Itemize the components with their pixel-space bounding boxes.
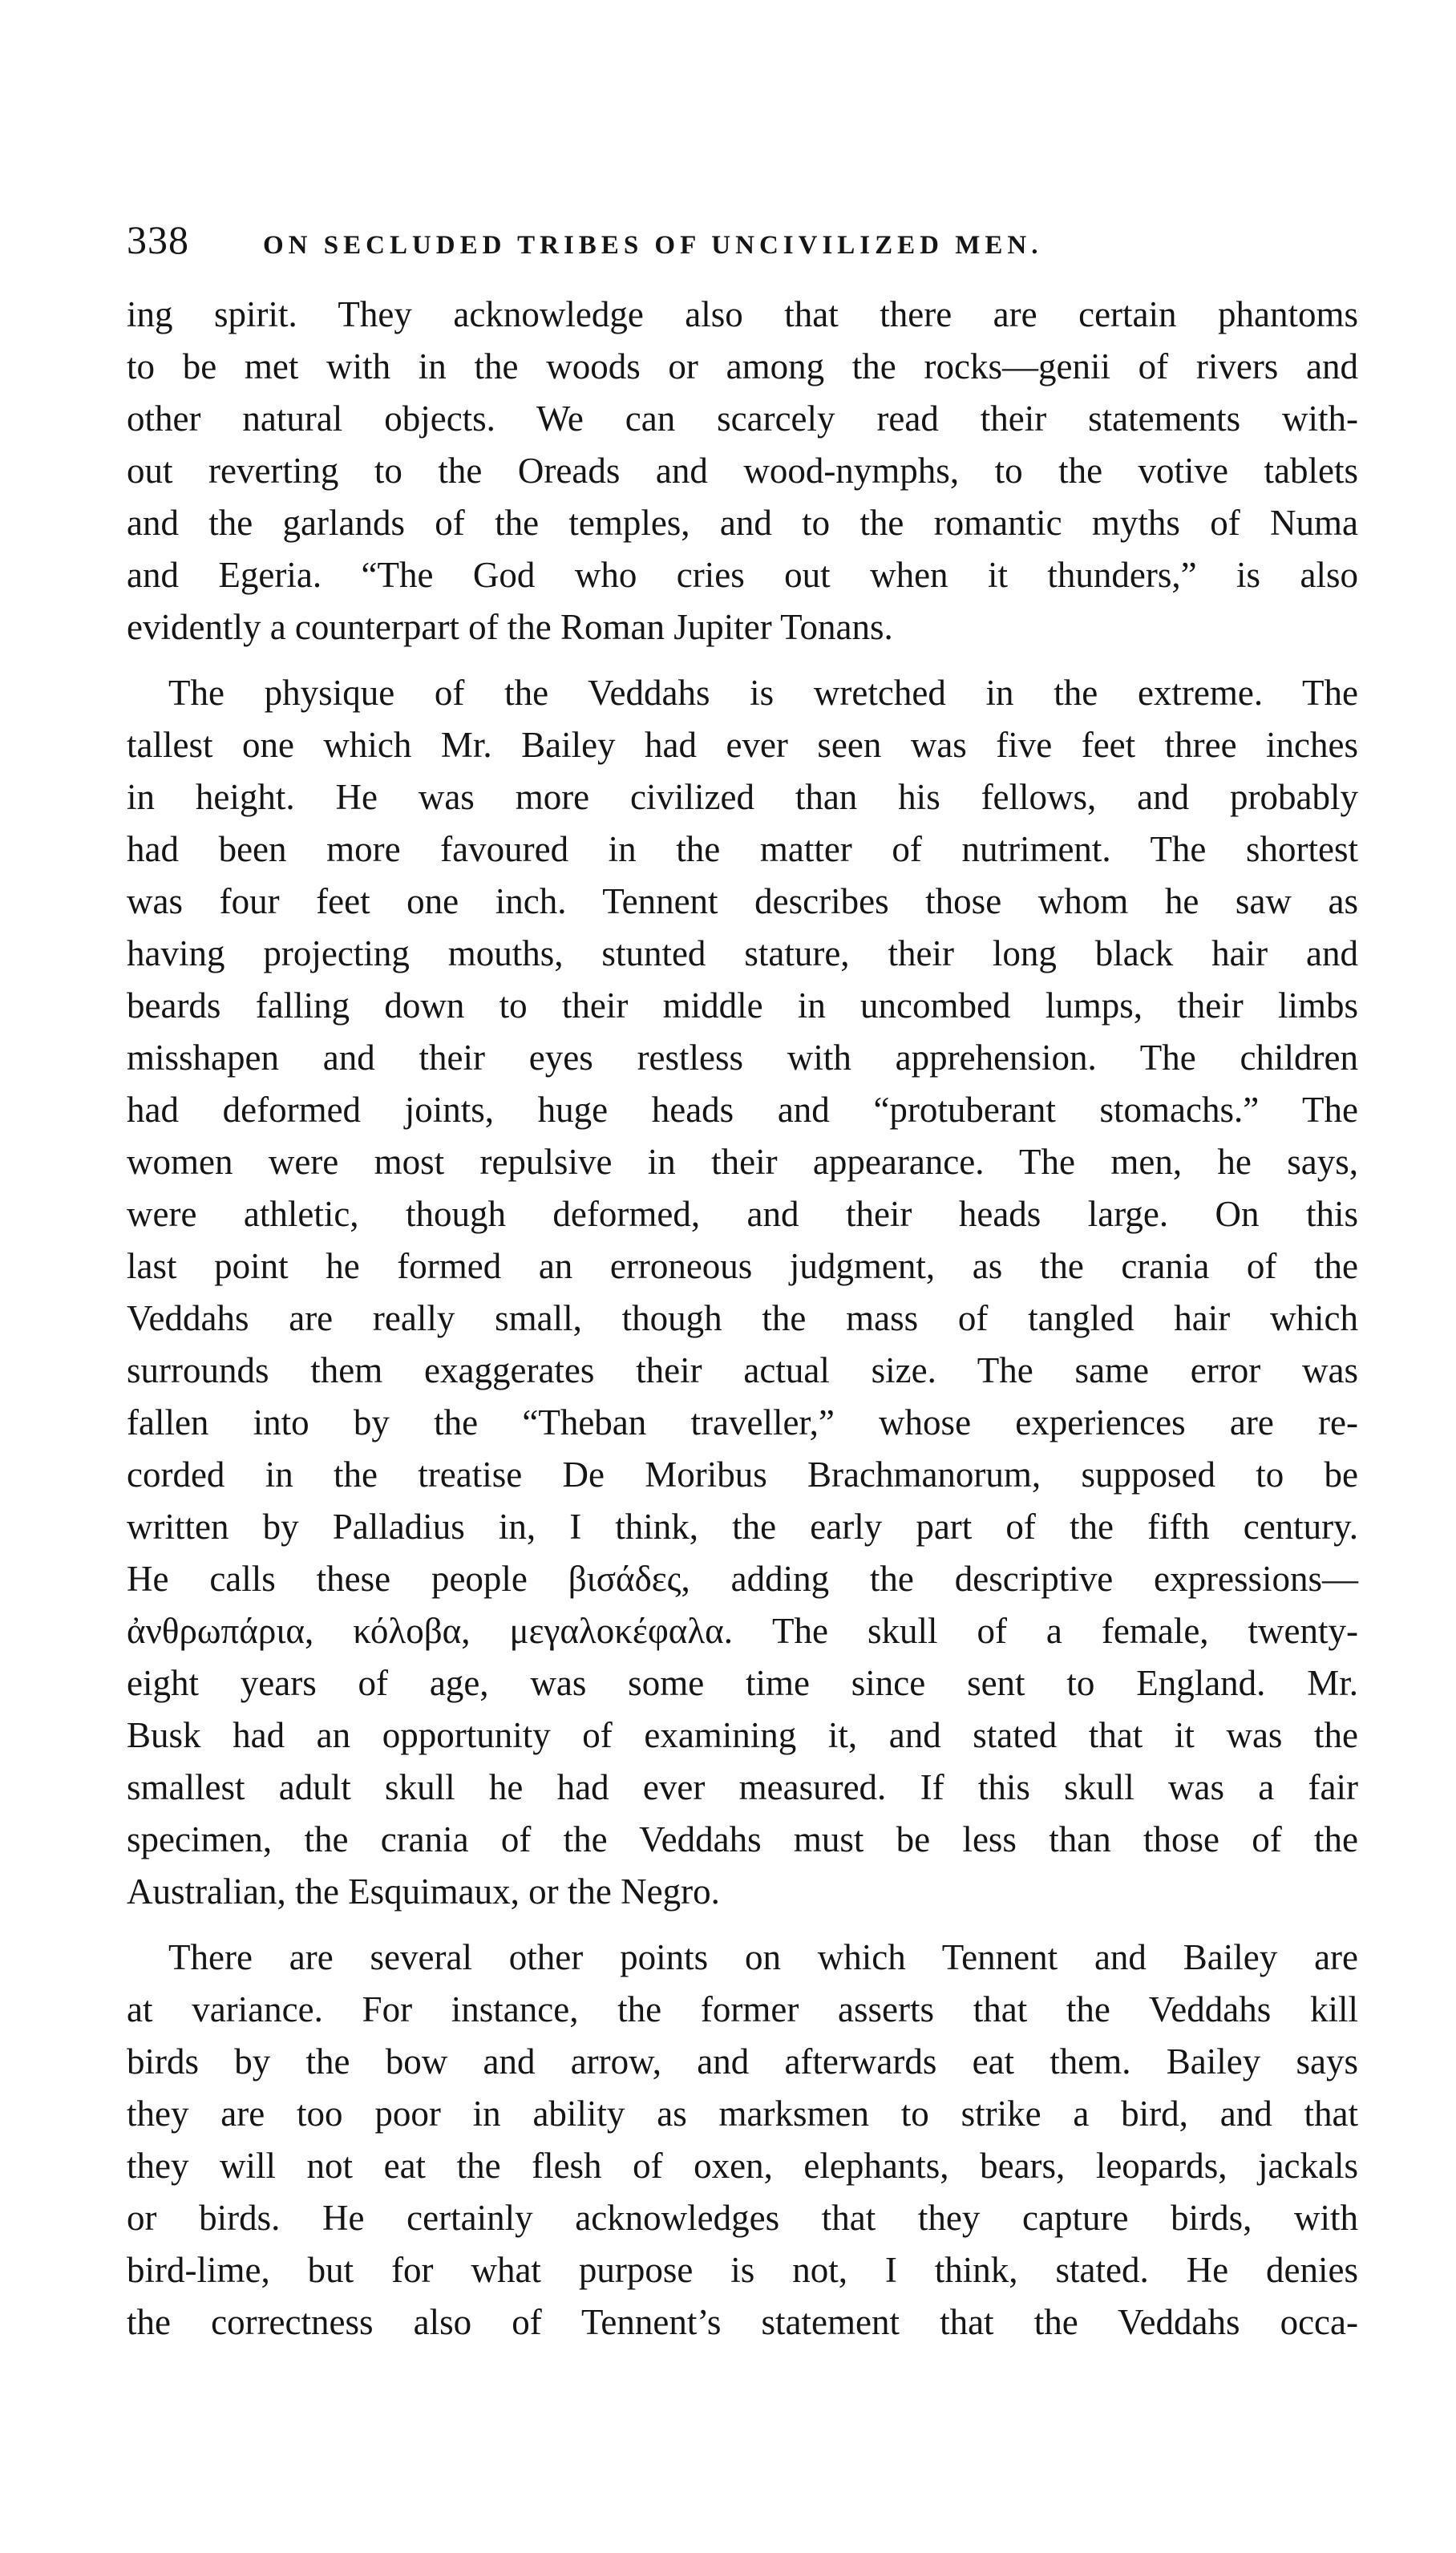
text-line: ἀνθρωπάρια, κόλοβα, μεγαλοκέφαλα. The skull of a female, twenty- xyxy=(127,1611,1358,1651)
text-line: surrounds them exaggerates their actual size. The same error was xyxy=(127,1350,1358,1390)
page-number: 338 xyxy=(127,217,189,262)
body-text xyxy=(127,289,1358,2349)
text-line: last point he formed an erroneous judgment, as the crania of the xyxy=(127,1246,1358,1286)
text-line: in height. He was more civilized than his fellows, and probably xyxy=(127,777,1358,817)
text-line: The physique of the Veddahs is wretched in the extreme. The xyxy=(168,673,1358,713)
text-line: other natural objects. We can scarcely read their statements with- xyxy=(127,399,1358,439)
text-line: and Egeria. “The God who cries out when it thunders,” is also xyxy=(127,555,1358,595)
text-line: was four feet one inch. Tennent describes those whom he saw as xyxy=(127,881,1358,921)
text-line: they will not eat the flesh of oxen, elephants, bears, leopards, jackals xyxy=(127,2146,1358,2186)
text-line: eight years of age, was some time since sent to England. Mr. xyxy=(127,1663,1358,1703)
text-line: misshapen and their eyes restless with apprehension. The children xyxy=(127,1038,1358,1078)
text-line: corded in the treatise De Moribus Brachmanorum, supposed to be xyxy=(127,1455,1358,1495)
text-line: they are too poor in ability as marksmen to strike a bird, and that xyxy=(127,2094,1358,2134)
text-line: out reverting to the Oreads and wood-nymphs, to the votive tablets xyxy=(127,451,1358,491)
text-line: fallen into by the “Theban traveller,” whose experiences are re- xyxy=(127,1402,1358,1442)
text-line: Veddahs are really small, though the mass of tangled hair which xyxy=(127,1298,1358,1338)
text-line: There are several other points on which Tennent and Bailey are xyxy=(168,1937,1358,1977)
running-title: ON SECLUDED TRIBES OF UNCIVILIZED MEN. xyxy=(263,231,1043,260)
paragraph-2 xyxy=(127,667,1358,1918)
text-line: or birds. He certainly acknowledges that they capture birds, with xyxy=(127,2198,1358,2238)
text-line: He calls these people βισάδες, adding the descriptive expressions— xyxy=(127,1559,1358,1599)
text-line: the correctness also of Tennent’s statement that the Veddahs occa- xyxy=(127,2302,1358,2342)
text-line: women were most repulsive in their appearance. The men, he says, xyxy=(127,1142,1358,1182)
text-line: had been more favoured in the matter of nutriment. The shortest xyxy=(127,829,1358,869)
text-line: beards falling down to their middle in uncombed lumps, their limbs xyxy=(127,985,1358,1026)
text-line: smallest adult skull he had ever measured. If this skull was a fair xyxy=(127,1767,1358,1807)
text-line: to be met with in the woods or among the rocks—genii of rivers and xyxy=(127,346,1358,386)
text-line: bird-lime, but for what purpose is not, I think, stated. He denies xyxy=(127,2250,1358,2290)
book-page xyxy=(127,216,1358,2349)
text-line: tallest one which Mr. Bailey had ever seen was five feet three inches xyxy=(127,725,1358,765)
text-line: were athletic, though deformed, and their heads large. On this xyxy=(127,1194,1358,1234)
text-line: at variance. For instance, the former asserts that the Veddahs kill xyxy=(127,1989,1358,2029)
text-line: Australian, the Esquimaux, or the Negro. xyxy=(127,1871,720,1912)
text-line: Busk had an opportunity of examining it, and stated that it was the xyxy=(127,1715,1358,1755)
text-line: birds by the bow and arrow, and afterwards eat them. Bailey says xyxy=(127,2041,1358,2082)
text-line: had deformed joints, huge heads and “protuberant stomachs.” The xyxy=(127,1090,1358,1130)
text-line: having projecting mouths, stunted stature, their long black hair and xyxy=(127,933,1358,973)
paragraph-3 xyxy=(127,1932,1358,2349)
text-line: specimen, the crania of the Veddahs must be less than those of the xyxy=(127,1819,1358,1859)
text-line: evidently a counterpart of the Roman Jupiter Tonans. xyxy=(127,607,893,647)
text-line: ing spirit. They acknowledge also that there are certain phantoms xyxy=(127,294,1358,334)
running-head xyxy=(127,216,1358,265)
text-line: and the garlands of the temples, and to the romantic myths of Numa xyxy=(127,503,1358,543)
text-line: written by Palladius in, I think, the early part of the fifth century. xyxy=(127,1507,1358,1547)
paragraph-1 xyxy=(127,289,1358,653)
